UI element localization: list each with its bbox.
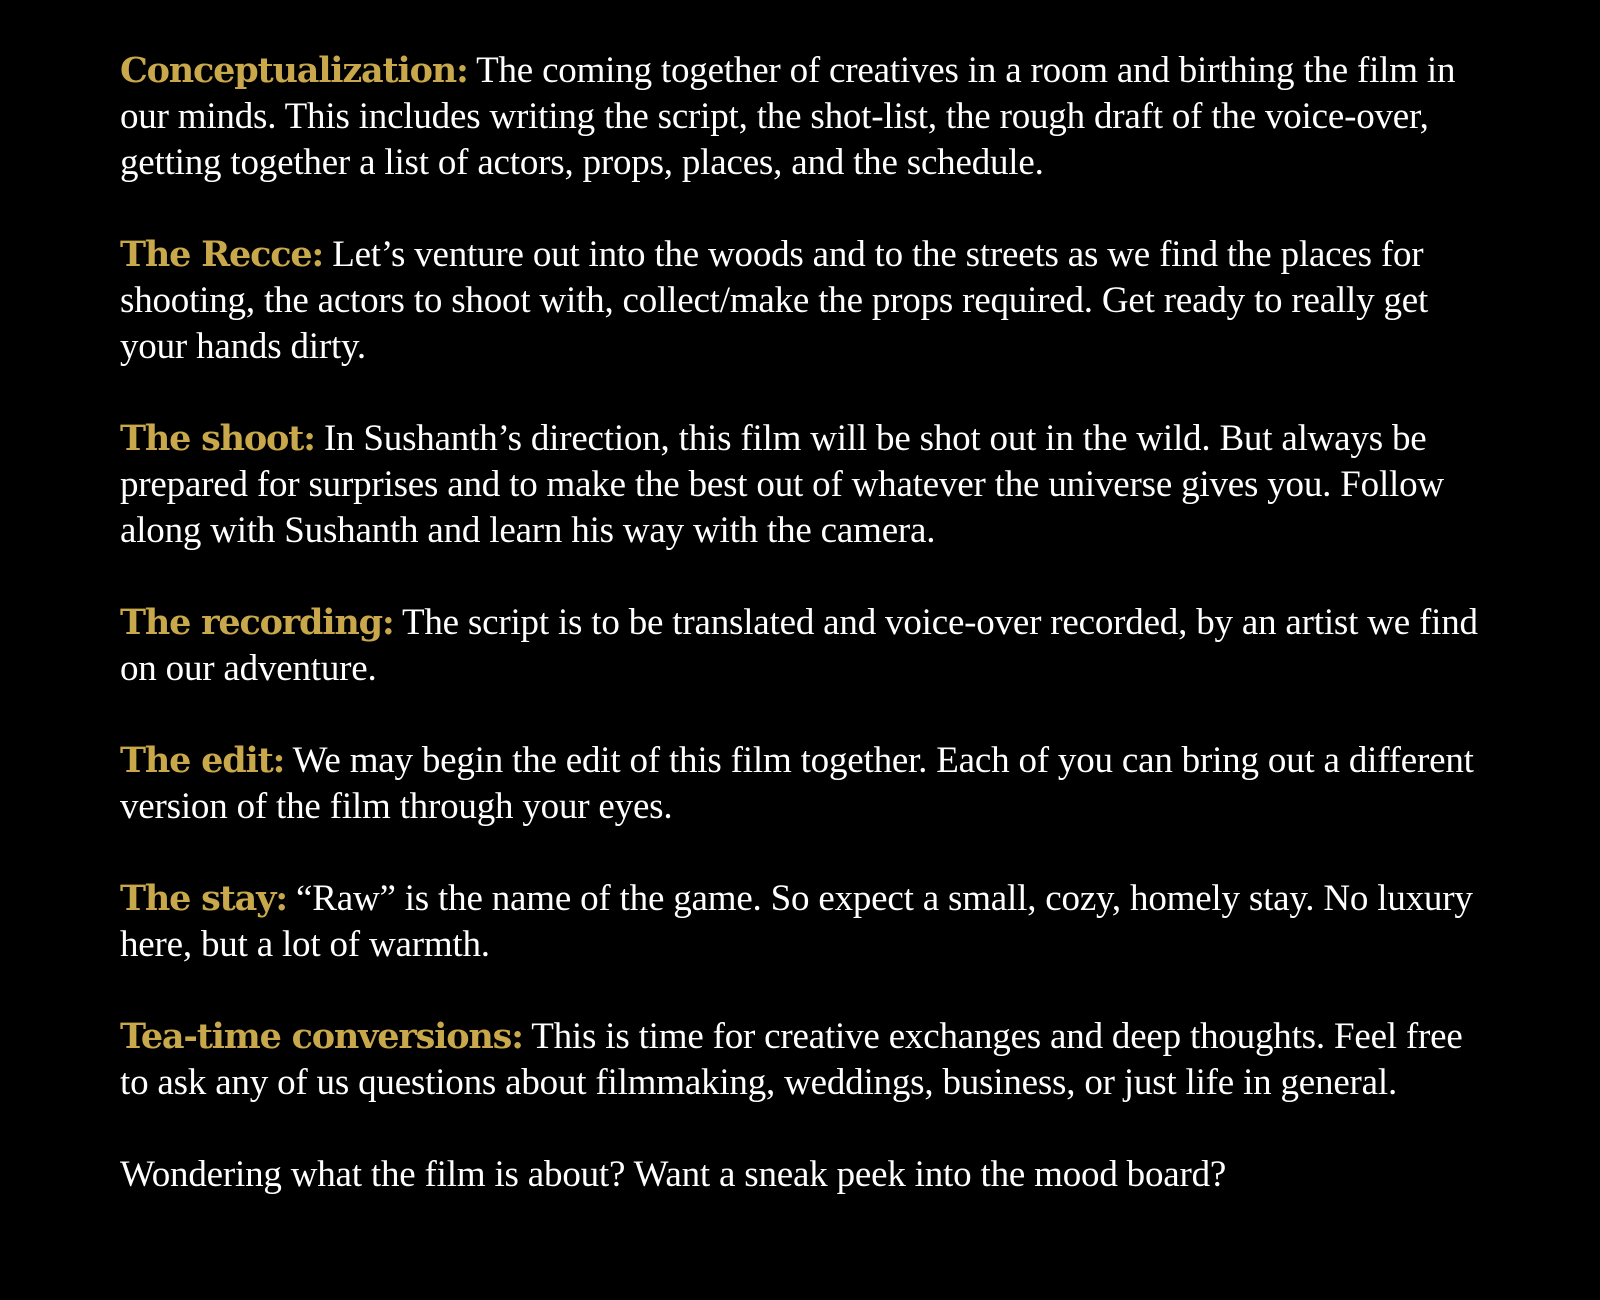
section-text: This is time for creative exchanges and deep thoughts. Feel free to ask any of us questions about filmmaking, weddings, business, or just life in general. [120,1016,1463,1103]
section-text: The coming together of creatives in a room and birthing the film in our minds. This includes writing the script, the shot-list, the rough draft of the voice-over, getting together a list of actors, props, places, and the schedule. [120,50,1456,183]
section-stay [120,876,1490,968]
section-text: In Sushanth’s direction, this film will be shot out in the wild. But always be prepared for surprises and to make the best out of whatever the universe gives you. Follow along with Sushanth and learn his way with the camera. [120,418,1444,551]
itinerary-document [120,48,1490,1198]
section-heading: The recording: [120,602,394,643]
section-tea-time [120,1014,1490,1106]
section-heading: The shoot: [120,418,315,459]
section-recording [120,600,1490,692]
closing-question: Wondering what the film is about? Want a sneak peek into the mood board? [120,1154,1227,1195]
section-recce [120,232,1490,370]
section-heading: Conceptualization: [120,50,468,91]
section-text: The script is to be translated and voice-over recorded, by an artist we find on our adventure. [120,602,1478,689]
section-conceptualization [120,48,1490,186]
section-heading: The Recce: [120,234,324,275]
section-text: “Raw” is the name of the game. So expect a small, cozy, homely stay. No luxury here, but a lot of warmth. [120,878,1473,965]
section-text: We may begin the edit of this film together. Each of you can bring out a different version of the film through your eyes. [120,740,1474,827]
section-heading: The stay: [120,878,287,919]
section-text: Let’s venture out into the woods and to the streets as we find the places for shooting, the actors to shoot with, collect/make the props required. Get ready to really get your hands dirty. [120,234,1429,367]
section-shoot [120,416,1490,554]
section-heading: Tea-time conversions: [120,1016,523,1057]
section-edit [120,738,1490,830]
section-heading: The edit: [120,740,285,781]
